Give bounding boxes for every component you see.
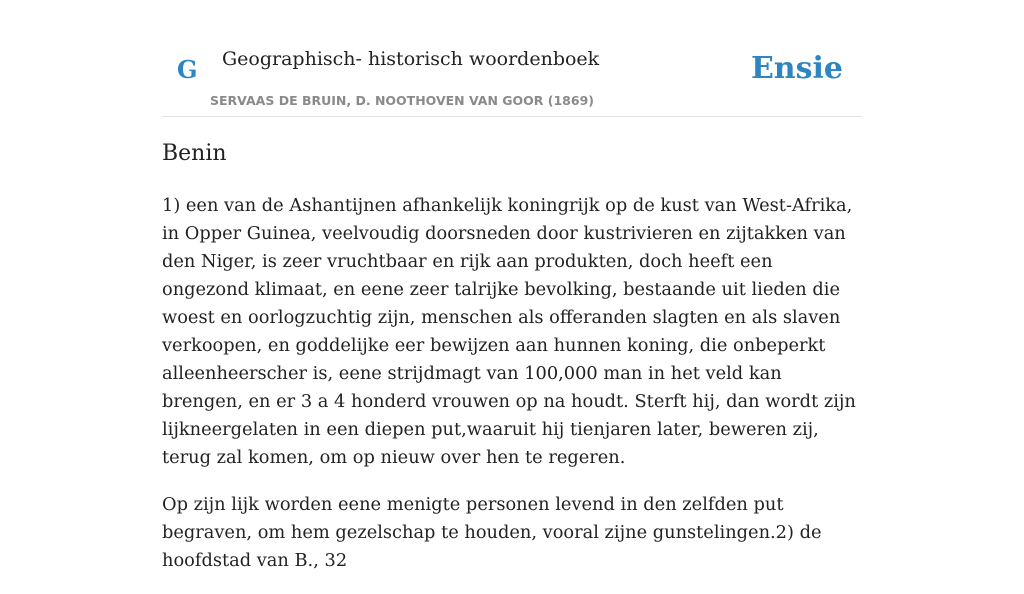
brand-logo-link[interactable]: Ensie bbox=[750, 51, 843, 86]
entry-body bbox=[162, 192, 864, 594]
entry-paragraph: Op zijn lijk worden eene menigte personen levend in den zelfden put begraven, om hem gezelschap te houden, vooral zijne gunstelingen.2) de hoofdstad van B., 32 bbox=[162, 494, 822, 571]
header bbox=[162, 0, 862, 117]
book-title-link[interactable]: Geographisch- historisch woordenboek bbox=[222, 48, 600, 70]
index-letter-link[interactable]: G bbox=[177, 55, 198, 84]
entry-paragraph: 1) een van de Ashantijnen afhankelijk koningrijk op de kust van West-Afrika, in Opper Guinea, veelvoudig doorsneden door kustrivieren en zijtakken van den Niger, is zeer vruchtbaar en rijk aan produkten, doch heeft een ongezond klimaat, en eene zeer talrijke bevolking, bestaande uit lieden die woest en oorlogzuchtig zijn, menschen als offeranden slagten en als slaven verkoopen, en goddelijke eer bewijzen aan hunnen koning, die onbeperkt alleenheerscher is, eene strijdmagt van 100,000 man in het veld kan brengen, en er 3 a 4 honderd vrouwen op na houdt. Sterft hij, dan wordt zijn lijkneergelaten in een diepen put,waaruit hij tienjaren later, beweren zij, terug zal komen, om op nieuw over hen te regeren. bbox=[162, 195, 856, 468]
book-author: SERVAAS DE BRUIN, D. NOOTHOVEN VAN GOOR (1869) bbox=[210, 93, 594, 108]
entry-title: Benin bbox=[162, 141, 227, 166]
